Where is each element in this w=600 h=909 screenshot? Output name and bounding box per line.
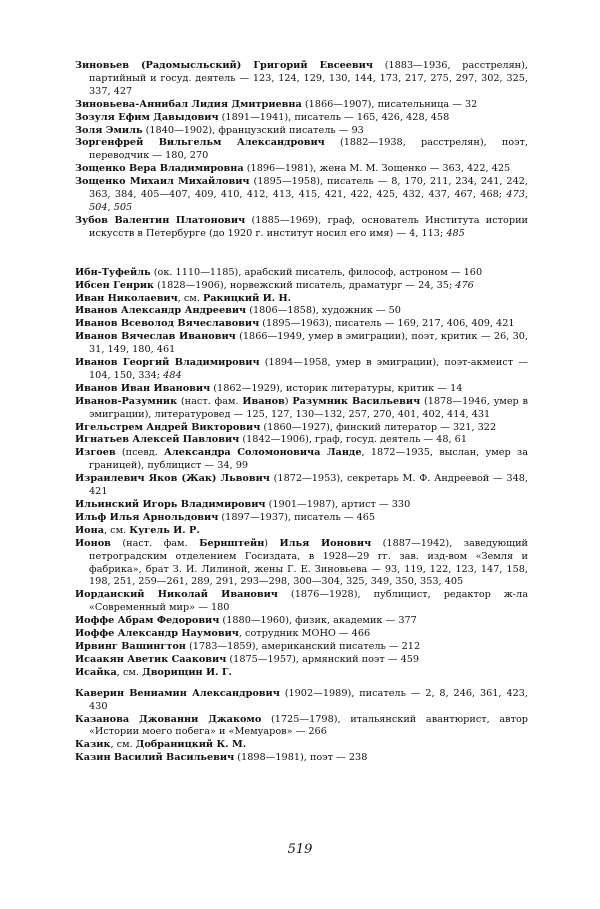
entry-name: Зубов Валентин Платонович bbox=[75, 214, 246, 226]
entry-name: Ильф Илья Арнольдович bbox=[75, 511, 219, 523]
entry-text: (1876—1928), публицист, редактор ж-ла «Современный мир» — 180 bbox=[89, 589, 528, 614]
index-entry bbox=[75, 434, 528, 447]
entry-name: Иванов Вячеслав Иванович bbox=[75, 331, 236, 343]
index-entry bbox=[75, 688, 528, 714]
entry-name: Ракицкий И. Н. bbox=[202, 292, 292, 304]
entry-text: (1828—1906), норвежский писатель, драматург — 24, 35; bbox=[154, 279, 456, 291]
entry-name: Израилевич Яков (Жак) Львович bbox=[75, 473, 270, 485]
entry-text: (1902—1989), писатель — 2, 8, 246, 361, 423, 430 bbox=[89, 687, 528, 712]
index-entry bbox=[75, 112, 528, 125]
index-entry bbox=[75, 447, 528, 473]
index-entry bbox=[75, 318, 528, 331]
index-entry bbox=[75, 215, 528, 241]
entry-name: Изгоев bbox=[75, 447, 116, 459]
index-entry bbox=[75, 615, 528, 628]
entry-name: Казин Василий Васильевич bbox=[75, 752, 235, 764]
entry-name: Иванов Александр Андреевич bbox=[75, 305, 247, 317]
entry-text: (наст. фам. bbox=[177, 395, 243, 407]
entry-text: , см. bbox=[116, 666, 143, 678]
page-number: 519 bbox=[287, 842, 313, 857]
entry-text: (1880—1960), физик, академик — 377 bbox=[219, 615, 417, 627]
entry-note-pages: 473, 504, 505 bbox=[89, 189, 528, 213]
entry-text: (1862—1929), историк литературы, критик — 14 bbox=[210, 382, 463, 394]
entry-name: Ибн-Туфейль bbox=[75, 266, 151, 278]
entry-name: Зиновьев (Радомысльский) Григорий Евсеевич bbox=[75, 60, 373, 71]
entry-name: Зоргенфрей Вильгельм Александрович bbox=[75, 137, 325, 149]
entry-name: Иванов Всеволод Вячеславович bbox=[75, 318, 260, 330]
entry-name: Иорданский Николай Иванович bbox=[75, 589, 278, 601]
entry-text: (ок. 1110—1185), арабский писатель, философ, астроном — 160 bbox=[150, 266, 483, 278]
entry-text: ) bbox=[284, 395, 293, 407]
index-entry bbox=[75, 293, 528, 306]
entry-name: Иванов-Разумник bbox=[75, 395, 178, 407]
entry-name: Ибсен Генрик bbox=[75, 279, 155, 291]
entry-text: , сотрудник МОНО — 466 bbox=[238, 628, 371, 640]
index-entry bbox=[75, 525, 528, 538]
entry-text: (1840—1902), французский писатель — 93 bbox=[142, 124, 364, 136]
entry-text: (1891—1941), писатель — 165, 426, 428, 458 bbox=[218, 111, 450, 123]
entry-text: , см. bbox=[110, 739, 136, 751]
entry-text: (1894—1958, умер в эмиграции), поэт-акмеист — 104, 150, 334; bbox=[89, 357, 528, 381]
name-index-column bbox=[75, 60, 528, 765]
entry-note-pages: 484 bbox=[163, 369, 182, 381]
entry-text: ) bbox=[264, 537, 280, 549]
index-entry bbox=[75, 641, 528, 654]
entry-text: (1860—1927), финский литератор — 321, 322 bbox=[260, 421, 497, 433]
entry-name: Кугель И. Р. bbox=[129, 524, 200, 536]
entry-text: (1896—1981), жена М. М. Зощенко — 363, 422, 425 bbox=[243, 163, 511, 175]
index-entry bbox=[75, 752, 528, 765]
index-entry bbox=[75, 383, 528, 396]
entry-name: Каверин Вениамин Александрович bbox=[75, 687, 280, 699]
entry-name: Исайка bbox=[75, 666, 117, 678]
entry-name: Зиновьева-Аннибал Лидия Дмитриевна bbox=[75, 98, 302, 110]
index-entry bbox=[75, 422, 528, 435]
entry-text: (1898—1981), поэт — 238 bbox=[234, 752, 368, 764]
entry-text: (1895—1963), писатель — 169, 217, 406, 409, 421 bbox=[259, 318, 515, 330]
entry-name: Ирвинг Вашингтон bbox=[75, 640, 186, 652]
entry-name: Иоффе Абрам Федорович bbox=[75, 615, 220, 627]
entry-text: (1883—1936, расстрелян), партийный и госуд. деятель — 123, 124, 129, 130, 144, 173, 217, 275, 297, 302, 325, 337, 427 bbox=[89, 60, 528, 97]
entry-text: (1842—1906), граф, госуд. деятель — 48, 61 bbox=[239, 434, 467, 446]
entry-note-pages: 485 bbox=[446, 227, 465, 239]
index-entry bbox=[75, 512, 528, 525]
index-entry bbox=[75, 499, 528, 512]
index-entry bbox=[75, 473, 528, 499]
index-entry bbox=[75, 305, 528, 318]
entry-text: (1885—1969), граф, основатель Института истории искусств в Петербурге (до 1920 г. институт носил его имя) — 4, 113; bbox=[89, 214, 528, 239]
entry-name: Иона bbox=[75, 524, 104, 536]
entry-text: (1806—1858), художник — 50 bbox=[246, 305, 401, 317]
entry-text: (1882—1938, расстрелян), поэт, переводчик — 180, 270 bbox=[89, 137, 529, 162]
entry-name: Зощенко Вера Владимировна bbox=[75, 163, 244, 175]
entry-name: Игнатьев Алексей Павлович bbox=[75, 434, 240, 446]
entry-text: , см. bbox=[103, 524, 130, 536]
index-entry bbox=[75, 357, 528, 383]
index-entry bbox=[75, 589, 528, 615]
entry-text: (1895—1958), писатель — 8, 170, 211, 234, 241, 242, 363, 384, 405—407, 409, 410, 412, 413, 415, 421, 422, 425, 432, 437, 467, 468; bbox=[89, 176, 529, 201]
entry-text: (1901—1987), артист — 330 bbox=[265, 499, 411, 510]
index-entry bbox=[75, 396, 528, 422]
index-entry bbox=[75, 163, 528, 176]
entry-name: Казанова Джованни Джакомо bbox=[75, 713, 262, 725]
entry-text: (1878—1946, умер в эмиграции), литературовед — 125, 127, 130—132, 257, 270, 401, 402, 414, 431 bbox=[89, 395, 528, 420]
entry-text: , 1872—1935, выслан, умер за границей), публицист — 34, 99 bbox=[89, 447, 528, 472]
index-entry bbox=[75, 60, 528, 99]
index-entry bbox=[75, 667, 528, 680]
entry-name: Иванов Иван Иванович bbox=[75, 382, 211, 394]
index-entry bbox=[75, 280, 528, 293]
entry-text: (1875—1957), армянский поэт — 459 bbox=[226, 653, 420, 665]
entry-name: Добраницкий К. М. bbox=[135, 739, 247, 751]
index-entry bbox=[75, 99, 528, 112]
entry-text: (наст. фам. bbox=[110, 537, 200, 549]
index-entry bbox=[75, 654, 528, 667]
index-entry bbox=[75, 176, 528, 215]
entry-text: (1725—1798), итальянский авантюрист, автор «Истории моего побега» и «Мемуаров» — 266 bbox=[89, 713, 528, 738]
entry-name: Зощенко Михаил Михайлович bbox=[75, 176, 250, 188]
index-entry bbox=[75, 538, 528, 590]
entry-text: (1897—1937), писатель — 465 bbox=[218, 511, 376, 523]
letter-section-gap bbox=[75, 680, 528, 688]
entry-name: Иванов Георгий Владимирович bbox=[75, 357, 260, 369]
entry-text: (1872—1953), секретарь М. Ф. Андреевой — 348, 421 bbox=[89, 473, 528, 498]
index-entry bbox=[75, 714, 528, 740]
entry-text: (1783—1859), американский писатель — 212 bbox=[185, 640, 421, 652]
entry-name: Ильинский Игорь Владимирович bbox=[75, 499, 266, 510]
entry-name: Иванов bbox=[242, 395, 285, 407]
index-entry bbox=[75, 267, 528, 280]
entry-name: Золя Эмиль bbox=[75, 124, 143, 136]
entry-text: , см. bbox=[177, 292, 203, 304]
entry-name: Бернштейн bbox=[199, 537, 265, 549]
index-entry bbox=[75, 628, 528, 641]
entry-name: Дворищин И. Г. bbox=[142, 666, 232, 678]
letter-section-gap bbox=[75, 241, 528, 267]
entry-name: Разумник Васильевич bbox=[292, 395, 421, 407]
entry-text: (1866—1949, умер в эмиграции), поэт, критик — 26, 30, 31, 149, 180, 461 bbox=[89, 331, 528, 356]
entry-name: Александра Соломоновича Ланде bbox=[164, 447, 362, 459]
entry-note-pages: 476 bbox=[455, 279, 474, 291]
entry-name: Казик bbox=[75, 739, 111, 751]
entry-name: Илья Ионович bbox=[279, 537, 372, 549]
index-entry bbox=[75, 125, 528, 138]
entry-name: Ионов bbox=[75, 537, 111, 549]
index-entry bbox=[75, 331, 528, 357]
entry-text: (1866—1907), писательница — 32 bbox=[301, 98, 478, 110]
index-entry bbox=[75, 137, 528, 163]
entry-name: Зозуля Ефим Давыдович bbox=[75, 111, 219, 123]
entry-name: Игельстрем Андрей Викторович bbox=[75, 421, 261, 433]
index-entry bbox=[75, 739, 528, 752]
entry-name: Исаакян Аветик Саакович bbox=[75, 653, 227, 665]
entry-text: (псевд. bbox=[115, 447, 165, 459]
entry-name: Иоффе Александр Наумович bbox=[75, 628, 239, 640]
entry-text: (1887—1942), заведующий петроградским отделением Госиздата, в 1928—29 гг. зав. изд-вом «Земля и фабрика», брат З. И. Лилиной, жены Г. Е. Зиновьева — 93, 119, 122, 123, 147, 158, 198, 251, 259—261, 289, 291, 293—298, 300—304, 325, 349, 350, 353, 405 bbox=[89, 537, 528, 588]
entry-name: Иван Николаевич bbox=[75, 292, 178, 304]
